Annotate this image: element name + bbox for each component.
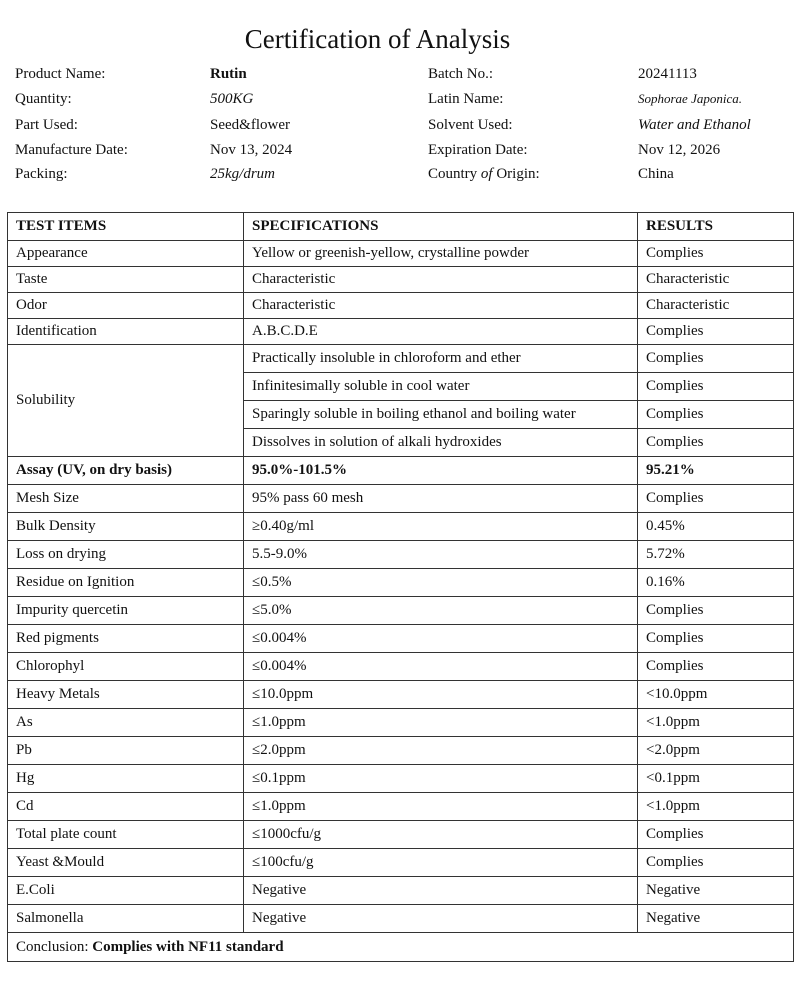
result: Characteristic: [638, 293, 794, 319]
result: 5.72%: [638, 541, 794, 569]
product-name-value: Rutin: [210, 66, 247, 82]
test-item: Hg: [8, 765, 244, 793]
result: 95.21%: [638, 457, 794, 485]
latin-name-value: Sophorae Japonica.: [638, 91, 742, 106]
quantity-label: Quantity:: [15, 91, 72, 107]
manufacture-date-value: Nov 13, 2024: [210, 142, 293, 158]
result: Complies: [638, 849, 794, 877]
result: Complies: [638, 241, 794, 267]
country-of-origin-value: China: [638, 166, 674, 182]
conclusion-label: Conclusion:: [16, 938, 93, 955]
info-row-5: [0, 162, 800, 186]
specification: ≤1.0ppm: [244, 709, 638, 737]
header-results: RESULTS: [638, 213, 794, 241]
result: 0.16%: [638, 569, 794, 597]
specification: ≤1.0ppm: [244, 793, 638, 821]
result: <1.0ppm: [638, 709, 794, 737]
table-row: [8, 877, 794, 905]
result: Complies: [638, 653, 794, 681]
packing-value: 25kg/drum: [210, 166, 275, 182]
test-item: Residue on Ignition: [8, 569, 244, 597]
specification: ≤0.004%: [244, 653, 638, 681]
test-item: Assay (UV, on dry basis): [8, 457, 244, 485]
test-item: Red pigments: [8, 625, 244, 653]
specification: Negative: [244, 877, 638, 905]
result: 0.45%: [638, 513, 794, 541]
result: <10.0ppm: [638, 681, 794, 709]
table-row: [8, 293, 794, 319]
manufacture-date-label: Manufacture Date:: [15, 142, 128, 158]
test-item-solubility: Solubility: [8, 345, 244, 457]
table-row: [8, 241, 794, 267]
specification: ≤0.1ppm: [244, 765, 638, 793]
specification: A.B.C.D.E: [244, 319, 638, 345]
table-row: [8, 319, 794, 345]
analysis-table: [7, 212, 794, 962]
test-item: Cd: [8, 793, 244, 821]
result: Characteristic: [638, 267, 794, 293]
result: Complies: [638, 401, 794, 429]
test-item: Identification: [8, 319, 244, 345]
conclusion-cell: [8, 933, 794, 962]
table-header-row: [8, 213, 794, 241]
table-row: [8, 737, 794, 765]
result: Complies: [638, 429, 794, 457]
table-row-solubility: [8, 345, 794, 373]
result: Complies: [638, 373, 794, 401]
test-item: Bulk Density: [8, 513, 244, 541]
specification: ≤10.0ppm: [244, 681, 638, 709]
header-specifications: SPECIFICATIONS: [244, 213, 638, 241]
packing-label: Packing:: [15, 166, 68, 182]
table-row-assay: [8, 457, 794, 485]
result: Complies: [638, 485, 794, 513]
result: Negative: [638, 877, 794, 905]
test-item: E.Coli: [8, 877, 244, 905]
table-row: [8, 513, 794, 541]
table-row: [8, 905, 794, 933]
table-row: [8, 765, 794, 793]
specification: Sparingly soluble in boiling ethanol and boiling water: [244, 401, 638, 429]
test-item: Yeast &Mould: [8, 849, 244, 877]
result: Complies: [638, 345, 794, 373]
info-row-4: [0, 138, 800, 162]
table-row: [8, 541, 794, 569]
solvent-used-value: Water and Ethanol: [638, 117, 751, 133]
result: Complies: [638, 597, 794, 625]
solvent-used-label: Solvent Used:: [428, 117, 513, 133]
table-row: [8, 849, 794, 877]
specification: ≤0.004%: [244, 625, 638, 653]
specification: ≤5.0%: [244, 597, 638, 625]
table-row: [8, 821, 794, 849]
latin-name-label: Latin Name:: [428, 91, 504, 107]
result: Complies: [638, 625, 794, 653]
test-item: Heavy Metals: [8, 681, 244, 709]
result: <2.0ppm: [638, 737, 794, 765]
result: <1.0ppm: [638, 793, 794, 821]
specification: ≤0.5%: [244, 569, 638, 597]
specification: ≤100cfu/g: [244, 849, 638, 877]
test-item: Impurity quercetin: [8, 597, 244, 625]
conclusion-value: Complies with NF11 standard: [92, 938, 284, 955]
table-row: [8, 267, 794, 293]
test-item: Pb: [8, 737, 244, 765]
specification: Dissolves in solution of alkali hydroxides: [244, 429, 638, 457]
conclusion-row: [8, 933, 794, 962]
specification: 5.5-9.0%: [244, 541, 638, 569]
test-item: As: [8, 709, 244, 737]
test-item: Mesh Size: [8, 485, 244, 513]
specification: Yellow or greenish-yellow, crystalline powder: [244, 241, 638, 267]
specification: Infinitesimally soluble in cool water: [244, 373, 638, 401]
test-item: Taste: [8, 267, 244, 293]
specification: Negative: [244, 905, 638, 933]
result: <0.1ppm: [638, 765, 794, 793]
test-item: Total plate count: [8, 821, 244, 849]
specification: Characteristic: [244, 293, 638, 319]
test-item: Salmonella: [8, 905, 244, 933]
test-item: Appearance: [8, 241, 244, 267]
expiration-date-value: Nov 12, 2026: [638, 142, 721, 158]
info-row-2: [0, 87, 800, 111]
specification: ≥0.40g/ml: [244, 513, 638, 541]
specification: 95% pass 60 mesh: [244, 485, 638, 513]
test-item: Odor: [8, 293, 244, 319]
test-item: Loss on drying: [8, 541, 244, 569]
product-name-label: Product Name:: [15, 66, 106, 82]
table-row: [8, 709, 794, 737]
header-test-items: TEST ITEMS: [8, 213, 244, 241]
table-row: [8, 625, 794, 653]
specification: ≤2.0ppm: [244, 737, 638, 765]
document-title: Certification of Analysis: [244, 24, 511, 54]
expiration-date-label: Expiration Date:: [428, 142, 528, 158]
table-row: [8, 597, 794, 625]
part-used-value: Seed&flower: [210, 117, 290, 133]
result: Complies: [638, 319, 794, 345]
table-row: [8, 653, 794, 681]
table-row: [8, 569, 794, 597]
info-row-3: [0, 113, 800, 137]
result: Complies: [638, 821, 794, 849]
table-row: [8, 793, 794, 821]
table-row: [8, 681, 794, 709]
part-used-label: Part Used:: [15, 117, 78, 133]
country-of-origin-label: Country of Origin:: [428, 166, 540, 182]
info-row-1: [0, 62, 800, 86]
specification: ≤1000cfu/g: [244, 821, 638, 849]
table-row: [8, 485, 794, 513]
batch-no-value: 20241113: [638, 66, 697, 82]
test-item: Chlorophyl: [8, 653, 244, 681]
specification: 95.0%-101.5%: [244, 457, 638, 485]
specification: Characteristic: [244, 267, 638, 293]
batch-no-label: Batch No.:: [428, 66, 493, 82]
specification: Practically insoluble in chloroform and ether: [244, 345, 638, 373]
quantity-value: 500KG: [210, 91, 254, 107]
result: Negative: [638, 905, 794, 933]
